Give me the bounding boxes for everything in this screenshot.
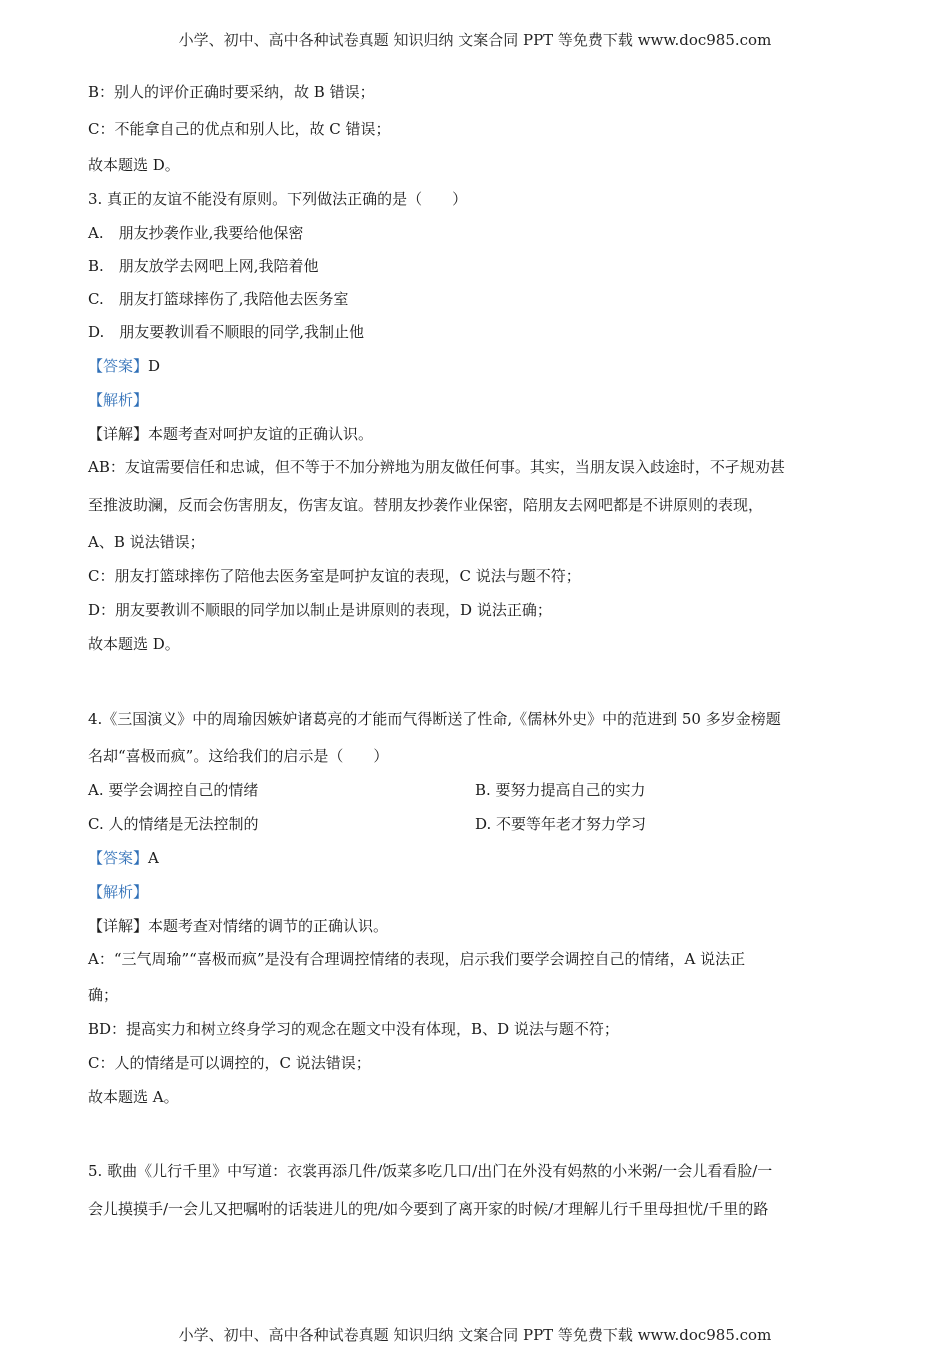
q3-option-d: D. 朋友要教训看不顺眼的同学,我制止他 — [88, 323, 365, 341]
q3-answer — [88, 357, 160, 375]
answer-value: A — [148, 849, 159, 867]
prev-explanation-b: B：别人的评价正确时要采纳，故 B 错误； — [88, 83, 375, 101]
answer-tag: 【答案】 — [88, 849, 149, 867]
detail-tag: 【详解】 — [88, 917, 149, 935]
answer-value: D — [148, 357, 161, 375]
prev-conclusion: 故本题选 D。 — [88, 156, 180, 174]
q4-option-a: A. 要学会调控自己的情绪 — [88, 781, 259, 799]
q4-stem-line2: 名却“喜极而疯”。这给我们的启示是（ ） — [88, 747, 389, 765]
q4-option-d: D. 不要等年老才努力学习 — [475, 815, 647, 833]
q4-a-line1: A：“三气周瑜”“喜极而疯”是没有合理调控情绪的表现，启示我们要学会调控自己的情绪，A 说法正 — [88, 950, 746, 968]
q4-answer — [88, 849, 159, 867]
q3-ab-line2: 至推波助澜，反而会伤害朋友，伤害友谊。替朋友抄袭作业保密，陪朋友去网吧都是不讲原则的表现， — [88, 496, 764, 514]
q5-stem-line2: 会儿摸摸手/一会儿又把嘱咐的话装进儿的兜/如今要到了离开家的时候/才理解儿行千里母担忧/千里的路 — [88, 1200, 769, 1218]
q4-c-explanation: C：人的情绪是可以调控的，C 说法错误； — [88, 1054, 371, 1072]
q3-analysis-tag — [88, 391, 148, 409]
q4-bd-explanation: BD：提高实力和树立终身学习的观念在题文中没有体现，B、D 说法与题不符； — [88, 1020, 619, 1038]
page-header: 小学、初中、高中各种试卷真题 知识归纳 文案合同 PPT 等免费下载 www.doc985.com — [178, 31, 772, 49]
q3-d-explanation: D：朋友要教训不顺眼的同学加以制止是讲原则的表现，D 说法正确； — [88, 601, 552, 619]
detail-text: 本题考查对呵护友谊的正确认识。 — [148, 425, 374, 443]
detail-tag: 【详解】 — [88, 425, 149, 443]
q3-option-c: C. 朋友打篮球摔伤了,我陪他去医务室 — [88, 290, 349, 308]
detail-text: 本题考查对情绪的调节的正确认识。 — [148, 917, 389, 935]
q3-option-a: A. 朋友抄袭作业,我要给他保密 — [88, 224, 304, 242]
q3-conclusion: 故本题选 D。 — [88, 635, 180, 653]
analysis-tag: 【解析】 — [88, 391, 149, 409]
q4-conclusion: 故本题选 A。 — [88, 1088, 179, 1106]
answer-tag: 【答案】 — [88, 357, 149, 375]
q3-option-b: B. 朋友放学去网吧上网,我陪着他 — [88, 257, 319, 275]
q4-option-b: B. 要努力提高自己的实力 — [475, 781, 646, 799]
prev-explanation-c: C：不能拿自己的优点和别人比，故 C 错误； — [88, 120, 391, 138]
q3-ab-line1: AB：友谊需要信任和忠诚，但不等于不加分辨地为朋友做任何事。其实，当朋友误入歧途时，不孑规劝甚 — [88, 458, 785, 476]
page-footer: 小学、初中、高中各种试卷真题 知识归纳 文案合同 PPT 等免费下载 www.doc985.com — [178, 1326, 772, 1344]
q3-detail — [88, 425, 373, 443]
q4-stem-line1: 4.《三国演义》中的周瑜因嫉妒诸葛亮的才能而气得断送了性命,《儒林外史》中的范进到 50 多岁金榜题 — [88, 710, 781, 728]
q3-stem: 3. 真正的友谊不能没有原则。下列做法正确的是（ ） — [88, 190, 468, 208]
q3-c-explanation: C：朋友打篮球摔伤了陪他去医务室是呵护友谊的表现，C 说法与题不符； — [88, 567, 581, 585]
q4-a-line2: 确； — [88, 986, 119, 1004]
q3-ab-line3: A、B 说法错误； — [88, 533, 205, 551]
q4-option-c: C. 人的情绪是无法控制的 — [88, 815, 259, 833]
analysis-tag: 【解析】 — [88, 883, 149, 901]
q4-analysis-tag — [88, 883, 148, 901]
q4-detail — [88, 917, 388, 935]
q5-stem-line1: 5. 歌曲《儿行千里》中写道：衣裳再添几件/饭菜多吃几口/出门在外没有妈熬的小米粥/一会儿看看脸/一 — [88, 1162, 773, 1180]
